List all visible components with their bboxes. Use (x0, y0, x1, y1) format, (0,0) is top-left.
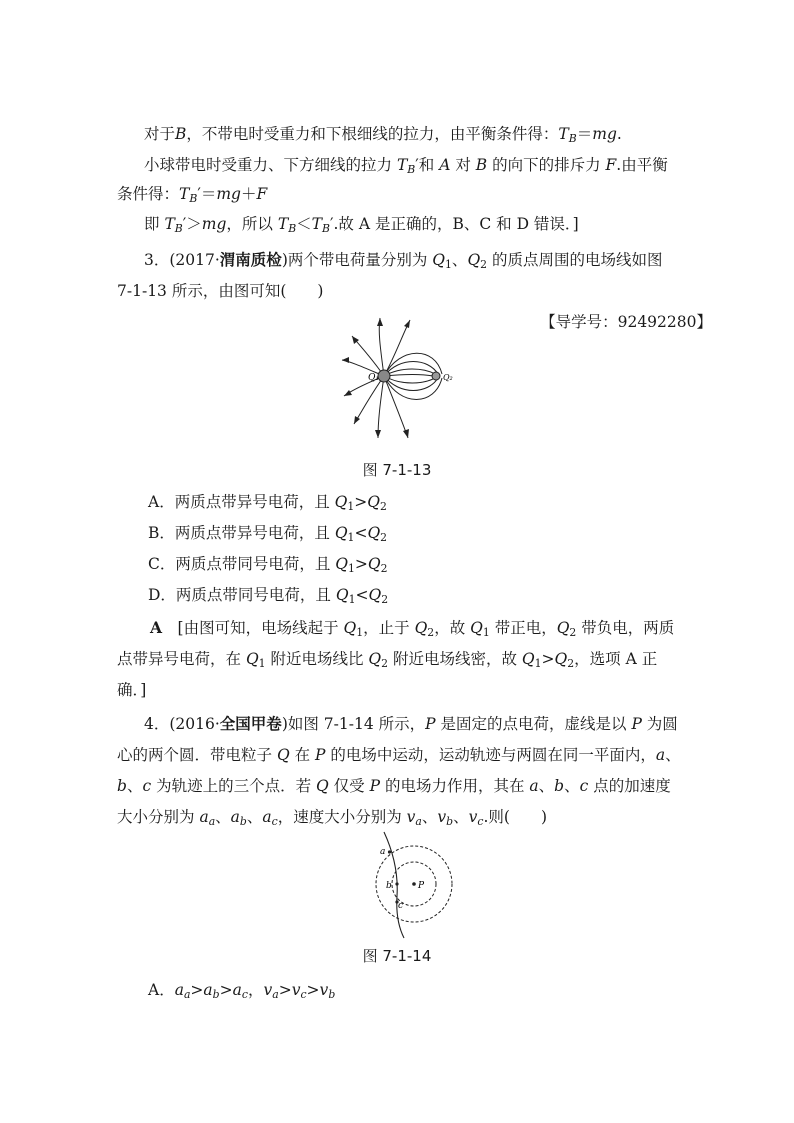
text-line: 小球带电时受重力、下方细线的拉力 $T_B'$和 A 对 B 的向下的排斥力 F.由平衡 (144, 156, 668, 176)
text-line: 即 $T_B'>mg$，所以 $T_B<T_B'$.故 A 是正确的，B、C 和 D 错误．] (144, 215, 579, 235)
option-a: A．两质点带异号电荷，且 $Q_1>Q_2$ (148, 493, 387, 513)
q4-stem: 4．(2016·全国甲卷)如图 7-1-14 所示，P 是固定的点电荷，虚线是以 P 为圆 (144, 714, 678, 733)
q4-stem: 大小分别为 $a_a$、$a_b$、$a_c$，速度大小分别为 $v_a$、$v_b$、$v_c$.则( ) (117, 808, 548, 828)
figure-caption: 图 7-1-13 (362, 461, 432, 479)
label-c: c (398, 901, 404, 911)
answer-text: 点带异号电荷，在 $Q_1$ 附近电场线比 $Q_2$ 附近电场线密，故 $Q_1>Q_2$，选项 A 正 (117, 650, 658, 670)
q2-label: Q₂ (443, 373, 453, 382)
q1-label: Q₁ (368, 373, 379, 383)
text-line: 对于B，不带电时受重力和下根细线的拉力，由平衡条件得：$T_B=mg$. (144, 125, 622, 145)
label-p: P (418, 881, 425, 891)
option-b: B．两质点带异号电荷，且 $Q_1<Q_2$ (148, 524, 388, 544)
option-d: D．两质点带同号电荷，且 $Q_1<Q_2$ (148, 586, 389, 606)
label-b: b (386, 881, 392, 891)
text-line: 条件得：$T_B'=mg+F$ (117, 185, 268, 205)
answer-text: A [由图可知，电场线起于 $Q_1$，止于 $Q_2$，故 $Q_1$ 带正电，$Q_2$ 带负电，两质 (150, 618, 675, 639)
guide-number: 【导学号：92492280】 (540, 313, 712, 331)
field-lines-figure (340, 316, 470, 442)
q4-stem: b、c 为轨迹上的三个点．若 Q 仅受 P 的电场力作用，其在 a、b、c 点的加速度 (117, 777, 671, 795)
label-a: a (380, 847, 386, 857)
answer-text: 确．] (117, 681, 147, 699)
option-a: A．$a_a>a_b>a_c$，$v_a>v_c>v_b$ (148, 981, 336, 1001)
q3-stem: 3．(2017·渭南质检)两个带电荷量分别为 $Q_1$、$Q_2$ 的质点周围的电场线如图 (144, 250, 663, 271)
figure-caption: 图 7-1-14 (362, 947, 432, 965)
q4-stem: 心的两个圆．带电粒子 Q 在 P 的电场中运动，运动轨迹与两圆在同一平面内，a、 (117, 746, 681, 764)
trajectory-figure (366, 828, 456, 940)
q3-stem: 7-1-13 所示，由图可知( ) (117, 282, 324, 300)
option-c: C．两质点带同号电荷，且 $Q_1>Q_2$ (148, 555, 388, 575)
